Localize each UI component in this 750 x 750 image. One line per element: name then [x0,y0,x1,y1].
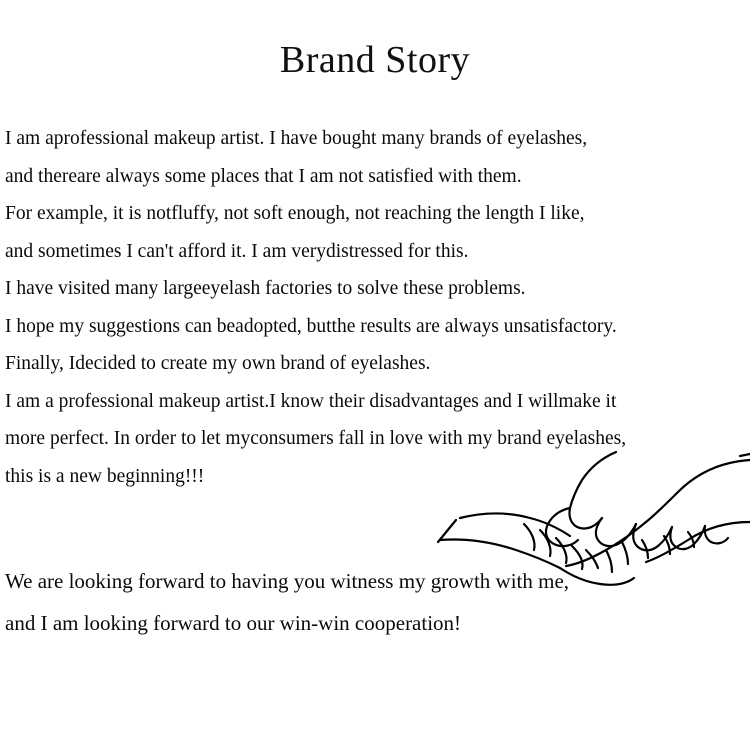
closing-line: and I am looking forward to our win-win cooperation! [5,611,462,635]
story-line: Finally, Idecided to create my own brand of eyelashes. [5,353,431,374]
story-line: and sometimes I can't afford it. I am verydistressed for this. [5,240,469,262]
story-line: this is a new beginning!!! [5,465,205,487]
closing-line: We are looking forward to having you witness my growth with me, [5,569,570,593]
story-line: I hope my suggestions can beadopted, butthe results are always unsatisfactory. [5,315,617,337]
story-line: I am aprofessional makeup artist. I have bought many brands of eyelashes, [5,128,588,149]
story-line: I have visited many largeeyelash factories to solve these problems. [5,278,526,299]
page-title: Brand Story [279,39,471,81]
closing-statement [5,560,749,644]
story-line: and thereare always some places that I am not satisfied with them. [5,165,522,187]
story-line: I am a professional makeup artist.I know their disadvantages and I willmake it [5,390,617,412]
story-line: For example, it is notfluffy, not soft enough, not reaching the length I like, [5,203,585,224]
story-line: more perfect. In order to let myconsumers fall in love with my brand eyelashes, [5,428,627,449]
story-body [5,120,749,495]
